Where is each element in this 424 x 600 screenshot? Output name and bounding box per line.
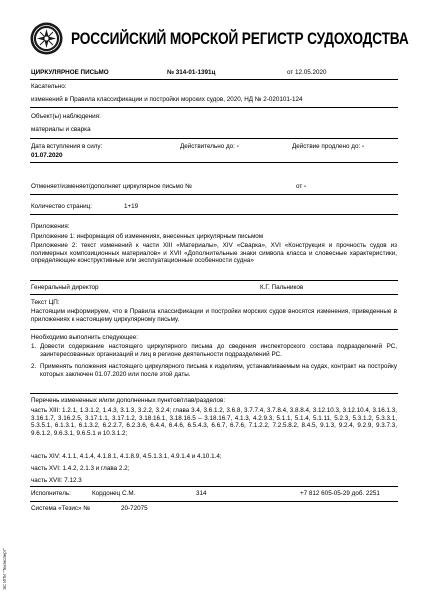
changes-part14: часть XIV: 4.1.1, 4.1.4, 4.1.8.1, 4.1.8.9, 4.5.1.3.1, 4.9.1.4 и 4.10.1.4; bbox=[31, 453, 222, 460]
extended-until bbox=[292, 143, 364, 151]
executor-name: Кордонец С.М. bbox=[92, 490, 136, 497]
executor-phone: +7 812 605-05-29 доб. 2251 bbox=[300, 490, 380, 497]
list-item bbox=[31, 343, 397, 358]
system-label: Система «Тезис» № bbox=[31, 505, 91, 512]
body-text: Настоящим информируем, что в Правила классификации и постройки морских судов вносятся изменения, приведенные в приложениях к настоящему циркулярному письму. bbox=[31, 308, 397, 323]
cancels-from bbox=[296, 183, 306, 191]
actions-label: Необходимо выполнить следующее: bbox=[31, 334, 138, 341]
subject-text: изменений в Правила классификации и постройки морских судов, 2020, НД № 2-020101-124 bbox=[31, 96, 303, 103]
effective-label: Дата вступления в силу: bbox=[31, 143, 103, 150]
list-item-number: 1. bbox=[31, 343, 37, 350]
cancels-label: Отменяет/изменяет/дополняет циркулярное письмо № bbox=[31, 183, 192, 190]
signature-name: К.Г. Пальников bbox=[260, 284, 304, 291]
valid-until-label: Действительно до: bbox=[180, 143, 235, 150]
letter-date: от 12.05.2020 bbox=[287, 69, 327, 76]
extended-value: - bbox=[361, 143, 365, 150]
divider bbox=[30, 107, 398, 108]
system-number: 20-72075 bbox=[121, 505, 148, 512]
appendix-2: Приложение 2: текст изменений к части XIII «Материалы», XIV «Сварка», XVI «Конструкция и прочность судов из полимерных композиционных материалов» и XVII «Дополнительные знаки символа класса и словесные характеристики, определяющие конструктивные или эксплуатационные особенности судна» bbox=[31, 242, 397, 265]
pages-label: Количество страниц: bbox=[31, 203, 92, 210]
divider bbox=[30, 214, 398, 215]
executor-code: 314 bbox=[196, 490, 207, 497]
executor-label: Исполнитель: bbox=[31, 490, 71, 497]
divider bbox=[30, 294, 398, 295]
list-item bbox=[31, 363, 397, 378]
divider bbox=[30, 138, 398, 139]
logo bbox=[30, 22, 63, 55]
objects-label: Объект(ы) наблюдения: bbox=[31, 113, 101, 120]
objects-text: материалы и сварка bbox=[31, 126, 91, 133]
divider bbox=[30, 162, 398, 163]
changes-part17: часть XVII: 7.12.3 bbox=[31, 477, 82, 484]
divider bbox=[30, 501, 398, 502]
appendix-1: Приложение 1: информация об изменениях, внесенных циркулярным письмом bbox=[31, 233, 264, 240]
list-item-number: 2. bbox=[31, 363, 37, 371]
appendices-label: Приложения: bbox=[31, 223, 70, 230]
changes-part16: часть XVI: 1.4.2, 2.1.3 и глава 2.2; bbox=[31, 465, 130, 472]
cancels-from-label: от bbox=[296, 183, 303, 190]
body-label: Текст ЦП: bbox=[31, 299, 60, 306]
subject-label: Касательно: bbox=[31, 83, 67, 90]
valid-until bbox=[180, 143, 239, 151]
divider bbox=[30, 329, 398, 330]
letter-number: № 314-01-1391ц bbox=[167, 69, 216, 76]
divider bbox=[30, 486, 398, 487]
list-item-text: Довести содержание настоящего циркулярного письма до сведения инспекторского состава подразделений РС, заинтересованных организаций и лиц в регионе деятельности подразделений РС. bbox=[40, 343, 397, 358]
changes-label: Перечень измененных и/или дополненных пунктов/глав/разделов: bbox=[31, 397, 226, 404]
divider bbox=[30, 194, 398, 195]
effective-date: 01.07.2020 bbox=[31, 152, 63, 159]
valid-until-value: - bbox=[236, 143, 239, 150]
margin-note: ЭС ИПИ "Техэксперт" bbox=[2, 548, 7, 590]
cancels-from-value: - bbox=[304, 183, 307, 190]
letter-type: ЦИРКУЛЯРНОЕ ПИСЬМО bbox=[31, 69, 109, 76]
divider bbox=[30, 79, 398, 80]
changes-part13: часть XIII: 1.2.1, 1.3.1.2, 1.4.3, 3.1.3, 3.2.2, 3.2.4; глава 3.4, 3.6.1.2, 3.6.8, 3.7.7.4, 3.7.8.4, 3.8.8.4, 3.12.10.3, 3.12.10.4, 3.16.1.3, 3.16.1.7, 3.16.2.5, 3.17.1.1, 3.17.1.2, 3.18.16.1, 3.18.16.5 – 3.18.16.7, 4.1.3, 4.2.9.3, 5.1.1, 5.1.4, 5.1.11, 5.2.3, 5.3.1.2, 5.3.3.1, 5.3.5.1, 6.1.3.1, 6.1.3.2, 6.2.2.7, 6.2.3.6, 6.4.4, 6.4.6, 6.5.4.3, 6.6.7, 6.7.6, 7.1.2.2, 7.2.5.8.2, 8.4.5, 9.1.3, 9.2.4, 9.2.9, 9.3.7.3, 9.6.1.2, 9.6.3.1, 9.6.5.1 и 10.3.1.2; bbox=[31, 407, 397, 437]
registry-title: РОССИЙСКИЙ МОРСКОЙ РЕГИСТР СУДОХОДСТВА bbox=[71, 30, 409, 48]
list-item-text: Применять положения настоящего циркулярного письма к изделиям, устанавливаемым на судах, контракт на постройку которых заключен 01.07.2020 или после этой даты. bbox=[40, 363, 397, 378]
extended-label: Действие продлено до: bbox=[292, 143, 361, 150]
signature-position: Генеральный директор bbox=[31, 284, 99, 291]
actions-list bbox=[31, 343, 397, 378]
divider bbox=[30, 280, 398, 281]
divider bbox=[30, 393, 398, 394]
pages-value: 1+19 bbox=[124, 203, 139, 210]
